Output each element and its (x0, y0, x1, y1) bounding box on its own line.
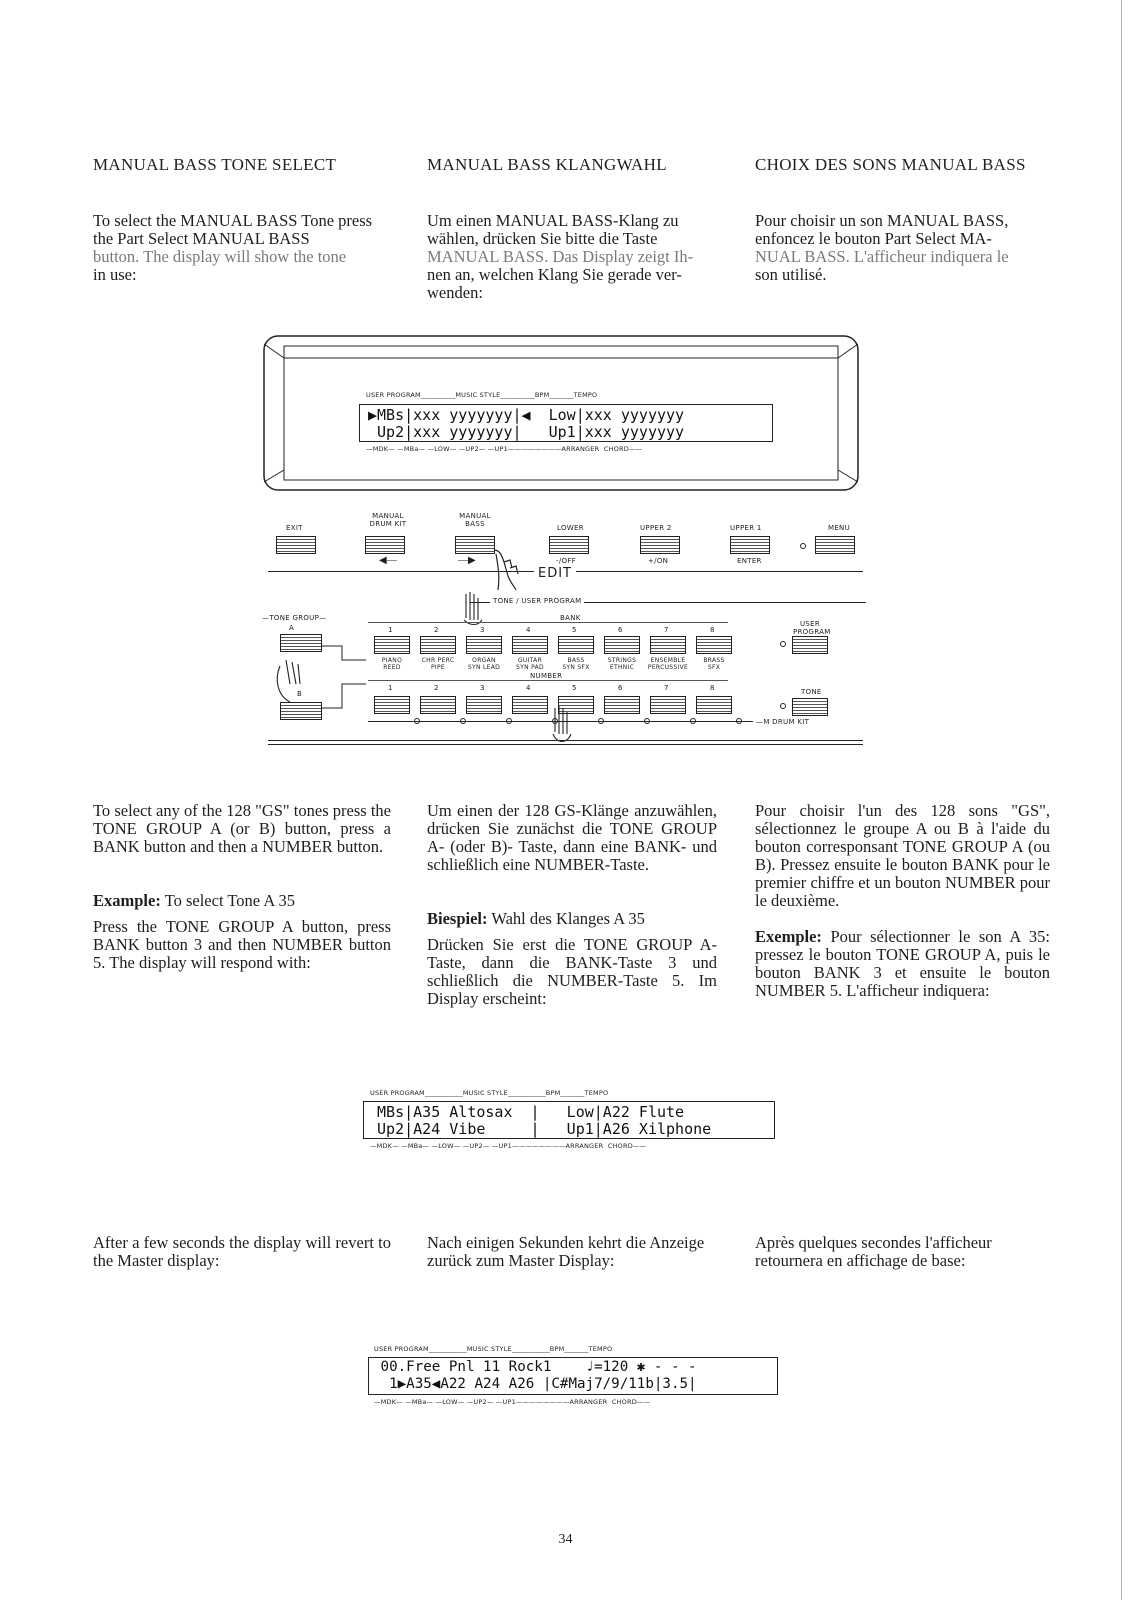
hand-number-icon (545, 706, 585, 748)
lcd3-line-2: 1▶A35◀A22 A24 A26 |C#Maj7/9/11b|3.5| (372, 1376, 697, 1392)
bank-category-bottom: SFX (707, 664, 721, 671)
bank-button-4[interactable] (512, 636, 548, 654)
bank-number-label: 1 (388, 626, 393, 634)
en-example-text: Press the TONE GROUP A button, press BANK button 3 and then NUMBER button 5. The display will respond with: (93, 917, 391, 972)
bank-category-bottom: ETHNIC (609, 664, 635, 671)
lower-label: LOWER (557, 524, 584, 532)
upper2-label: UPPER 2 (640, 524, 672, 532)
bank-number-label: 6 (618, 626, 623, 634)
tone-user-program-label: TONE / USER PROGRAM (490, 597, 584, 605)
d1-bottom-labels: —MDK— —MBa— —LOW— —UP2— —UP1————————ARRANGER CHORD—— (366, 445, 643, 453)
lcd-display-3 (368, 1357, 778, 1395)
lcd2-line-2: Up2|A24 Vibe | Up1|A26 Xilphone (368, 1120, 712, 1138)
number-rule (368, 680, 728, 681)
menu-led-icon (800, 543, 806, 549)
number-label-digit: 7 (664, 684, 669, 692)
upper1-label: UPPER 1 (730, 524, 762, 532)
fr-intro (755, 212, 1050, 284)
d3-top-labels: USER PROGRAM___________MUSIC STYLE___________BPM_______TEMPO (374, 1345, 613, 1353)
fr-example-text (755, 928, 1050, 1000)
group-b-label: B (297, 690, 303, 698)
bank-category-bottom: REED (383, 664, 401, 671)
lower-button[interactable] (549, 536, 589, 554)
de-example-title: Wahl des Klanges A 35 (491, 909, 645, 928)
de-gs-text: Um einen der 128 GS-Klänge anzuwählen, drücken Sie zunächst die TONE GROUP A- (oder B)- Taste, dann eine BANK- und schließlich eine NUMBER-Taste. (427, 801, 717, 874)
bank-number-label: 3 (480, 626, 485, 634)
number-label-digit: 2 (434, 684, 439, 692)
number-label: NUMBER (530, 672, 563, 680)
bank-category-top: BRASS (703, 657, 725, 664)
lcd1-line-2: Up2|xxx yyyyyyy| Up1|xxx yyyyyyy (368, 423, 685, 441)
left-arrow-icon: ◀— (379, 555, 397, 566)
page-number: 34 (558, 1532, 573, 1547)
bank-category-top: ORGAN (472, 657, 496, 664)
menu-button[interactable] (815, 536, 855, 554)
number-button-8[interactable] (696, 696, 732, 714)
tone-button[interactable] (792, 698, 828, 716)
on-label: +/ON (648, 557, 669, 565)
en-intro-line-a: To select the MANUAL BASS Tone press the Part Select MANUAL BASS (93, 211, 373, 248)
tone-led-icon (780, 703, 786, 709)
bank-category-top: CHR PERC (421, 657, 455, 664)
bank-category-bottom: SYN PAD (516, 664, 544, 671)
number-label-digit: 6 (618, 684, 623, 692)
off-label: -/OFF (556, 557, 576, 565)
exit-button[interactable] (276, 536, 316, 554)
manual-drum-kit-label: MANUAL DRUM KIT (369, 512, 407, 528)
en-intro-line-b: button. The display will show the tone (93, 247, 347, 266)
bank-button-5[interactable] (558, 636, 594, 654)
en-intro-line-c: in use: (93, 265, 137, 284)
bank-button-3[interactable] (466, 636, 502, 654)
hand-bank-icon (460, 590, 490, 630)
de-intro (427, 212, 717, 302)
fr-heading: CHOIX DES SONS MANUAL BASS (755, 155, 1026, 174)
upper2-button[interactable] (640, 536, 680, 554)
page-edge-line (1121, 0, 1122, 1600)
number-label-digit: 3 (480, 684, 485, 692)
bank-category-top: PIANO (381, 657, 403, 664)
bank-button-6[interactable] (604, 636, 640, 654)
d1-top-labels: USER PROGRAM__________MUSIC STYLE__________BPM_______TEMPO (366, 391, 598, 399)
lcd-display-1 (359, 404, 773, 442)
en-intro (93, 212, 391, 284)
en-revert-text: After a few seconds the display will revert to the Master display: (93, 1233, 391, 1270)
bank-number-label: 8 (710, 626, 715, 634)
bank-button-7[interactable] (650, 636, 686, 654)
de-revert-text: Nach einigen Sekunden kehrt die Anzeige zurück zum Master Display: (427, 1233, 705, 1270)
bank-number-label: 2 (434, 626, 439, 634)
tone-label: TONE (801, 688, 822, 696)
bank-button-8[interactable] (696, 636, 732, 654)
de-intro-line-b: MANUAL BASS. Das Display zeigt Ih- (427, 247, 694, 266)
menu-label: MENU (828, 524, 851, 532)
lcd-display-2 (363, 1101, 775, 1139)
enter-label: ENTER (737, 557, 762, 565)
de-intro-line-a: Um einen MANUAL BASS-Klang zu wählen, drücken Sie bitte die Taste (427, 211, 679, 248)
lcd1-line-1: ▶MBs|xxx yyyyyyy|◀ Low|xxx yyyyyyy (368, 406, 685, 424)
number-button-6[interactable] (604, 696, 640, 714)
de-intro-line-c: nen an, welchen Klang Sie gerade ver-wenden: (427, 265, 682, 302)
bank-category-bottom: SYN LEAD (467, 664, 501, 671)
exit-label: EXIT (286, 524, 303, 532)
number-button-7[interactable] (650, 696, 686, 714)
bank-category-top: ENSEMBLE (650, 657, 686, 664)
group-a-label: A (289, 624, 295, 632)
bank-category-top: GUITAR (517, 657, 543, 664)
fr-revert-text: Après quelques secondes l'afficheur retournera en affichage de base: (755, 1233, 992, 1270)
en-heading: MANUAL BASS TONE SELECT (93, 155, 337, 174)
lcd2-line-1: MBs|A35 Altosax | Low|A22 Flute (368, 1103, 685, 1121)
user-program-label: USER PROGRAM (793, 620, 831, 636)
upper1-button[interactable] (730, 536, 770, 554)
tone-group-connector (270, 640, 380, 710)
fr-intro-line-a: Pour choisir un son MANUAL BASS, enfoncez le bouton Part Select MA- (755, 211, 1009, 248)
manual-bass-label: MANUAL BASS (459, 512, 491, 528)
bank-button-2[interactable] (420, 636, 456, 654)
edit-label: EDIT (534, 566, 576, 581)
de-heading: MANUAL BASS KLANGWAHL (427, 155, 667, 174)
number-button-1[interactable] (374, 696, 410, 714)
bank-number-label: 5 (572, 626, 577, 634)
bank-button-1[interactable] (374, 636, 410, 654)
number-label-digit: 4 (526, 684, 531, 692)
en-example-title: To select Tone A 35 (164, 891, 295, 910)
de-example-label: Biespiel: (427, 909, 488, 928)
user-program-button[interactable] (792, 636, 828, 654)
bank-rule (368, 622, 728, 623)
fr-example-body: Pour sélectionner le son A 35: pressez le bouton TONE GROUP A, puis le bouton BANK 3 et ensuite le bouton NUMBER 5. L'afficheur indiquera: (755, 927, 1050, 1000)
m-drum-kit-label: —M DRUM KIT (756, 718, 810, 726)
d3-bottom-labels: —MDK— —MBa— —LOW— —UP2— —UP1————————ARRANGER CHORD—— (374, 1398, 651, 1406)
right-arrow-icon: —▶ (458, 555, 476, 566)
de-example-heading (427, 910, 717, 928)
bank-category-top: BASS (567, 657, 585, 664)
de-example-text: Drücken Sie erst die TONE GROUP A-Taste, dann die BANK-Taste 3 und schließlich die NUMBER-Taste 5. Im Display erscheint: (427, 935, 717, 1008)
hand-pointer-icon (486, 546, 526, 596)
bank-number-label: 7 (664, 626, 669, 634)
en-gs-text: To select any of the 128 "GS" tones press the TONE GROUP A (or B) button, press a BANK button and then a NUMBER button. (93, 801, 391, 856)
tone-group-label: —TONE GROUP— (262, 614, 327, 622)
fr-gs-text: Pour choisir l'un des 128 sons "GS", sélectionnez le groupe A ou B à l'aide du bouton corresponsant TONE GROUP A (ou B). Pressez ensuite le bouton BANK pour le premier chiffre et un bouton NUMBER pour le deuxième. (755, 801, 1050, 910)
bank-category-bottom: SYN SFX (562, 664, 590, 671)
manual-drum-kit-button[interactable] (365, 536, 405, 554)
lcd3-line-1: 00.Free Pnl 11 Rock1 ♩=120 ✱ - - - (372, 1359, 697, 1375)
user-program-led-icon (780, 641, 786, 647)
fr-intro-line-c: son utilisé. (755, 265, 827, 284)
en-example-heading (93, 892, 391, 910)
number-button-2[interactable] (420, 696, 456, 714)
bank-category-bottom: PERCUSSIVE (647, 664, 689, 671)
d2-bottom-labels: —MDK— —MBa— —LOW— —UP2— —UP1————————ARRANGER CHORD—— (370, 1142, 647, 1150)
number-label-digit: 1 (388, 684, 393, 692)
fr-intro-line-b: NUAL BASS. L'afficheur indiquera le (755, 247, 1009, 266)
number-button-3[interactable] (466, 696, 502, 714)
panel-bottom-rule-1 (268, 740, 863, 741)
bank-label: BANK (560, 614, 581, 622)
fr-example-label: Exemple: (755, 927, 822, 946)
bank-category-top: STRINGS (607, 657, 637, 664)
bank-category-bottom: PIPE (431, 664, 445, 671)
number-label-digit: 5 (572, 684, 577, 692)
bank-number-label: 4 (526, 626, 531, 634)
number-label-digit: 8 (710, 684, 715, 692)
en-example-label: Example: (93, 891, 161, 910)
panel-bottom-rule-2 (268, 744, 863, 745)
number-button-4[interactable] (512, 696, 548, 714)
d2-top-labels: USER PROGRAM___________MUSIC STYLE___________BPM_______TEMPO (370, 1089, 609, 1097)
